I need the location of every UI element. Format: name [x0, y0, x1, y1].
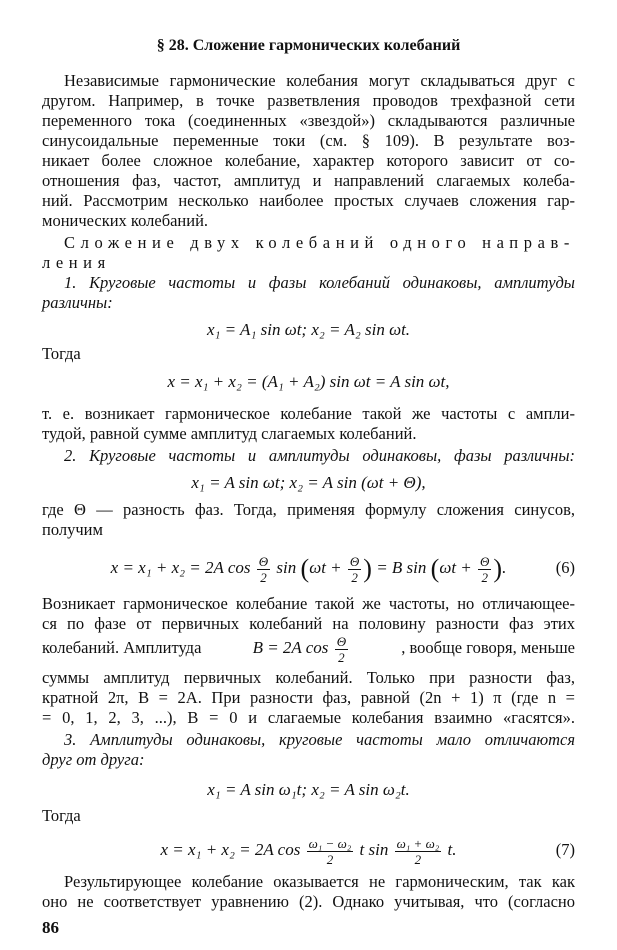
- section-title: § 28. Сложение гармонических колебаний: [156, 37, 461, 54]
- eq7-part: t sin: [359, 840, 389, 859]
- fraction: [335, 634, 348, 665]
- equation-number-6: (6): [555, 558, 575, 577]
- paragraph-line: кратной 2π, B = 2A. При разности фаз, равной (2n + 1) π (где n =: [42, 688, 575, 707]
- equation-7: [42, 832, 575, 868]
- equation-number-7: (7): [555, 840, 575, 859]
- paragraph-line: переменного тока (соединенных «звездой») складываются различные: [42, 111, 575, 130]
- fraction-denominator: 2: [351, 569, 358, 585]
- paragraph-line: где Θ — разность фаз. Тогда, применяя формулу сложения синусов,: [42, 500, 575, 519]
- eq7-part: x = x₁ + x₂ = 2A cos: [160, 840, 301, 859]
- fraction: [257, 554, 270, 585]
- paragraph-line: другом. Например, в точке разветвления проводов трехфазной сети: [42, 91, 575, 110]
- text-part: , вообще говоря, меньше: [401, 638, 575, 657]
- paren-open: (: [300, 554, 310, 584]
- paragraph-line: ся по фазе от первичных колебаний на половину разности фаз этих: [42, 614, 575, 633]
- case-3-heading: 3. Амплитуды одинаковы, круговые частоты мало отличаются: [64, 730, 575, 749]
- paragraph-line-with-fraction: [42, 630, 575, 666]
- fraction-denominator: 2: [326, 851, 334, 867]
- paragraph-line: синусоидальные переменные токи (см. § 109). В результате воз-: [42, 131, 575, 150]
- eq6-part: sin: [276, 558, 297, 577]
- paragraph-line: Результирующее колебание оказывается не гармоническим, так как: [64, 872, 575, 891]
- eq6-part: ωt +: [309, 558, 342, 577]
- eq6-part: ωt +: [439, 558, 472, 577]
- fraction-numerator: ω₁ + ω₂: [396, 835, 440, 851]
- equation-1: x₁ = A₁ sin ωt; x₂ = A₂ sin ωt.: [206, 320, 411, 339]
- paragraph-line: ний. Рассмотрим несколько наиболее простых случаев сложения гар-: [42, 191, 575, 210]
- equation-6: [42, 550, 575, 587]
- fraction-denominator: 2: [414, 851, 422, 867]
- paragraph-line: оно не соответствует уравнению (2). Однако учитывая, что (согласно: [42, 892, 575, 911]
- fraction: [395, 836, 442, 867]
- paragraph-line: тудой, равной сумме амплитуд слагаемых колебаний.: [42, 424, 417, 443]
- paragraph-line: Возникает гармоническое колебание такой же частоты, но отличающее-: [42, 594, 575, 613]
- eq6-part: x = x₁ + x₂ = 2A cos: [110, 558, 251, 577]
- eq6-end: .: [502, 558, 507, 577]
- fraction-denominator: 2: [481, 569, 488, 585]
- case-1-heading: 1. Круговые частоты и фазы колебаний одинаковы, амплитуды: [64, 273, 575, 292]
- paragraph-line: Независимые гармонические колебания могут складываться друг с: [64, 71, 575, 90]
- fraction-numerator: ω₁ − ω₂: [308, 835, 352, 851]
- text-part: колебаний. Амплитуда: [42, 638, 202, 657]
- paren-close: ): [493, 554, 503, 584]
- fraction-denominator: 2: [260, 569, 267, 585]
- fraction-numerator: Θ: [349, 553, 360, 569]
- fraction: [307, 836, 354, 867]
- fraction: [348, 554, 361, 585]
- equation-3: x₁ = A sin ωt; x₂ = A sin (ωt + Θ),: [191, 473, 426, 492]
- eq6-part: = B sin: [376, 558, 427, 577]
- paragraph-line: получим: [42, 520, 103, 539]
- paren-open: (: [430, 554, 440, 584]
- paragraph-line: отношения фаз, частот, амплитуд и направлений слагаемых колеба-: [42, 171, 575, 190]
- inline-math: [253, 630, 351, 666]
- page-number: 86: [42, 918, 59, 937]
- fraction-numerator: Θ: [258, 553, 269, 569]
- paragraph-line: монических колебаний.: [42, 211, 209, 230]
- equation-4: x₁ = A sin ω₁t; x₂ = A sin ω₂t.: [207, 780, 410, 799]
- subheading-line: ления: [42, 253, 111, 272]
- paren-close: ): [363, 554, 372, 584]
- math-part: B = 2A cos: [252, 638, 329, 657]
- eq7-part: t.: [447, 840, 457, 859]
- paragraph-line: = 0, 1, 2, 3, ...), B = 0 и слагаемые колебания взаимно «гасятся».: [42, 708, 575, 727]
- fraction-denominator: 2: [338, 649, 345, 665]
- case-3-heading: друг от друга:: [42, 750, 145, 769]
- fraction-numerator: Θ: [480, 553, 490, 569]
- fraction-numerator: Θ: [336, 633, 347, 649]
- subheading-line: Сложение двух колебаний одного направ-: [64, 233, 575, 252]
- paragraph-line: никает более сложное колебание, характер которого зависит от со-: [42, 151, 575, 170]
- case-2-heading: 2. Круговые частоты и амплитуды одинаковы, фазы различны:: [64, 446, 575, 465]
- paragraph-line: т. е. возникает гармоническое колебание такой же частоты с ампли-: [42, 404, 575, 423]
- fraction: [478, 554, 491, 585]
- togda-label: Тогда: [42, 344, 81, 363]
- togda-label: Тогда: [42, 806, 81, 825]
- paragraph-line: суммы амплитуд первичных колебаний. Только при разности фаз,: [42, 668, 575, 687]
- case-1-heading: различны:: [42, 293, 113, 312]
- equation-2: x = x₁ + x₂ = (A₁ + A₂) sin ωt = A sin ωt,: [167, 372, 450, 391]
